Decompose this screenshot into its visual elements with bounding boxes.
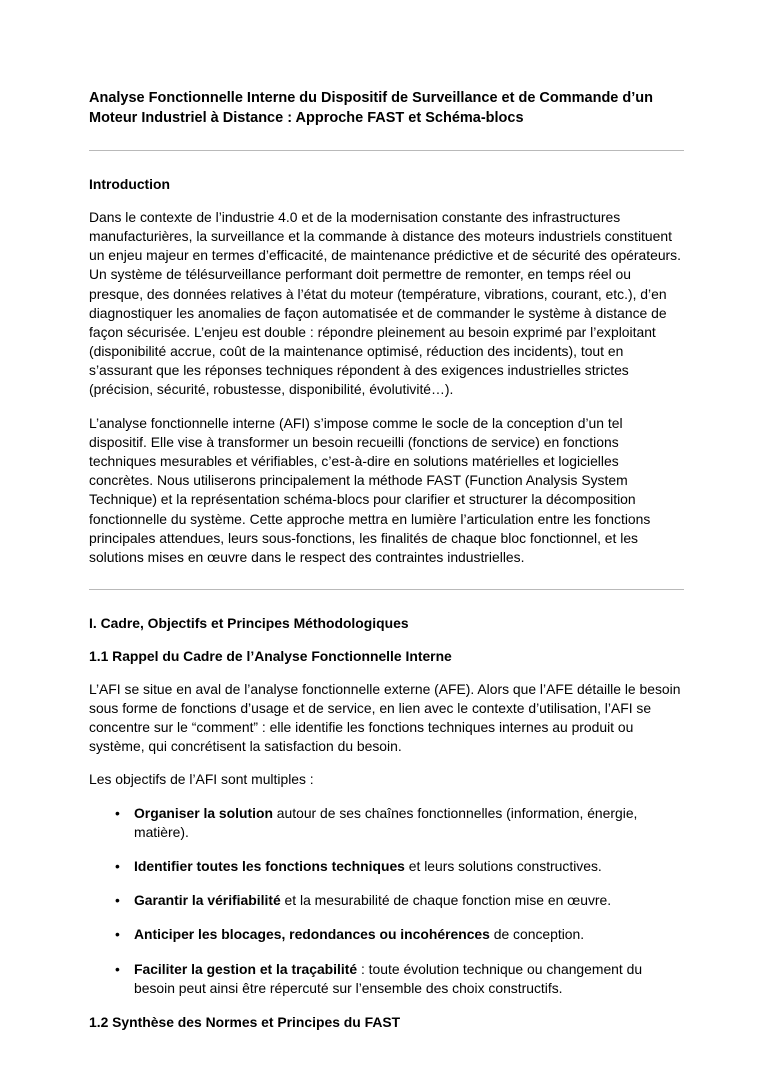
section-1-2-heading: 1.2 Synthèse des Normes et Principes du FAST xyxy=(89,1013,401,1030)
section-1-heading: I. Cadre, Objectifs et Principes Méthodologiques xyxy=(89,615,409,632)
list-item-bold-text: Organiser la solution xyxy=(134,804,273,821)
objectives-list-intro: Les objectifs de l’AFI sont multiples : xyxy=(89,771,314,788)
section-divider xyxy=(89,150,684,151)
bullet-icon: • xyxy=(115,926,120,943)
bullet-icon: • xyxy=(115,892,120,909)
bullet-icon: • xyxy=(115,960,120,977)
intro-paragraph-2: L’analyse fonctionnelle interne (AFI) s’impose comme le socle de la conception d’un tel dispositif. Elle vise à transformer un besoin recueilli (fonctions de service) en fonctions techniques mesurables et vérifiables, c’est-à-dire en solutions matérielles et logicielles concrètes. Nous utiliserons principalement la méthode FAST (Function Analysis System Technique) et la représentation schéma-blocs pour clarifier et structurer la décomposition fonctionnelle du système. Cette approche mettra en lumière l’articulation entre les fonctions principales attendues, leurs sous-fonctions, les finalités de chaque bloc fonctionnel, et les solutions mises en œuvre dans le respect des contraintes industrielles. xyxy=(89,414,651,565)
list-item-bold-text: Garantir la vérifiabilité xyxy=(134,892,281,909)
objectives-list xyxy=(89,804,684,998)
list-item-text: : toute évolution technique ou changement du besoin peut ainsi être répercuté sur l’ensemble des choix constructifs. xyxy=(134,960,643,996)
list-item-text: et leurs solutions constructives. xyxy=(404,857,602,874)
intro-heading: Introduction xyxy=(89,176,171,192)
bullet-icon: • xyxy=(115,857,120,874)
list-item-text: et la mesurabilité de chaque fonction mise en œuvre. xyxy=(280,892,612,909)
bullet-icon: • xyxy=(115,804,120,821)
list-item-text: de conception. xyxy=(489,926,585,943)
list-item-bold-text: Anticiper les blocages, redondances ou incohérences xyxy=(134,926,490,943)
list-item xyxy=(89,804,684,842)
list-item-text: autour de ses chaînes fonctionnelles (information, énergie, matière). xyxy=(134,804,638,840)
section-1-1-paragraph: L’AFI se situe en aval de l’analyse fonctionnelle externe (AFE). Alors que l’AFE détaille le besoin sous forme de fonctions d’usage et de service, en lien avec le contexte d’utilisation, l’AFI se concentre sur le “comment” : elle identifie les fonctions techniques internes au produit ou système, qui concrétisent la satisfaction du besoin. xyxy=(89,680,681,755)
list-item xyxy=(89,857,684,876)
list-item-bold-text: Identifier toutes les fonctions techniques xyxy=(134,857,405,874)
document-title: Analyse Fonctionnelle Interne du Dispositif de Surveillance et de Commande d’un Moteur Industriel à Distance : Approche FAST et Schéma-blocs xyxy=(89,90,653,126)
list-item xyxy=(89,960,684,998)
section-1-1-heading: 1.1 Rappel du Cadre de l’Analyse Fonctionnelle Interne xyxy=(89,647,452,664)
list-item-bold-text: Faciliter la gestion et la traçabilité xyxy=(134,960,358,977)
list-item xyxy=(89,891,684,910)
section-divider xyxy=(89,589,684,590)
list-item xyxy=(89,925,684,944)
intro-paragraph-1: Dans le contexte de l’industrie 4.0 et de la modernisation constante des infrastructures manufacturières, la surveillance et la commande à distance des moteurs industriels constituent un enjeu majeur en termes d’efficacité, de maintenance prédictive et de sécurité des opérateurs. Un système de télésurveillance performant doit permettre de remonter, en temps réel ou presque, des données relatives à l’état du moteur (température, vibrations, courant, etc.), d’en diagnostiquer les anomalies de façon automatisée et de commander le système à distance de façon sécurisée. L’enjeu est double : répondre pleinement au besoin exprimé par l’exploitant (disponibilité accrue, coût de la maintenance optimisé, réduction des incidents), tout en s’assurant que les réponses techniques répondent à des exigences industrielles strictes (précision, sécurité, robustesse, disponibilité, évolutivité…). xyxy=(89,208,681,398)
